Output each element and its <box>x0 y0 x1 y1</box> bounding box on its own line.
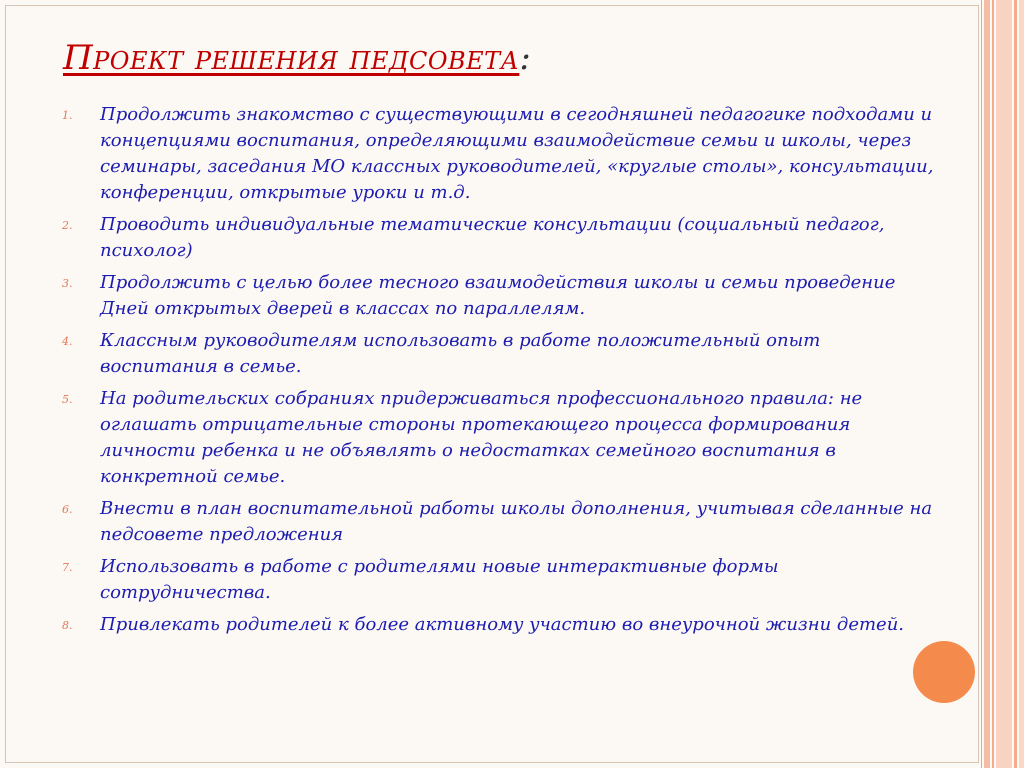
list-item-number: 6. <box>62 503 73 516</box>
list-item <box>62 554 942 606</box>
list-item <box>62 270 942 322</box>
list-item-text: Привлекать родителей к более активному участию во внеурочной жизни детей. <box>100 614 905 635</box>
list-item <box>62 612 942 638</box>
list-item-text: Продолжить с целью более тесного взаимодействия школы и семьи проведение Дней открытых дверей в классах по параллелям. <box>100 272 896 319</box>
list-item-number: 5. <box>62 393 73 406</box>
list-item-number: 7. <box>62 561 73 574</box>
decorative-stripe <box>1014 0 1017 768</box>
list-item-text: Внести в план воспитательной работы школы дополнения, учитывая сделанные на педсовете предложения <box>100 498 933 545</box>
list-item-number: 2. <box>62 219 73 232</box>
list-item <box>62 212 942 264</box>
list-item-number: 4. <box>62 335 73 348</box>
decorative-stripe <box>1019 0 1024 768</box>
list-item-number: 1. <box>62 109 73 122</box>
list-item-text: Классным руководителям использовать в работе положительный опыт воспитания в семье. <box>100 330 821 377</box>
decorative-stripe <box>992 0 994 768</box>
list-item <box>62 102 942 206</box>
list-item-text: Проводить индивидуальные тематические консультации (социальный педагог, психолог) <box>100 214 885 261</box>
decorative-stripe <box>981 0 982 768</box>
list-item-number: 8. <box>62 619 73 632</box>
decorative-stripe <box>996 0 1012 768</box>
list-item-number: 3. <box>62 277 73 290</box>
list-item <box>62 386 942 490</box>
decision-list <box>62 102 942 644</box>
decorative-stripe <box>984 0 990 768</box>
list-item-text: На родительских собраниях придерживаться профессионального правила: не оглашать отрицательные стороны протекающего процесса формирования личности ребенка и не объявлять о недостатках семейного воспитания в конкретной семье. <box>100 388 863 487</box>
slide-title-colon: : <box>519 38 532 78</box>
slide-title-text: Проект решения педсовета <box>63 38 520 78</box>
list-item <box>62 328 942 380</box>
list-item <box>62 496 942 548</box>
list-item-text: Использовать в работе с родителями новые интерактивные формы сотрудничества. <box>100 556 779 603</box>
decorative-circle <box>913 641 975 703</box>
list-item-text: Продолжить знакомство с существующими в сегодняшней педагогике подходами и концепциями воспитания, определяющими взаимодействие семьи и школы, через семинары, заседания МО классных руководителей, «круглые столы», консультации, конференции, открытые уроки и т.д. <box>100 104 934 203</box>
slide-title <box>63 38 531 78</box>
